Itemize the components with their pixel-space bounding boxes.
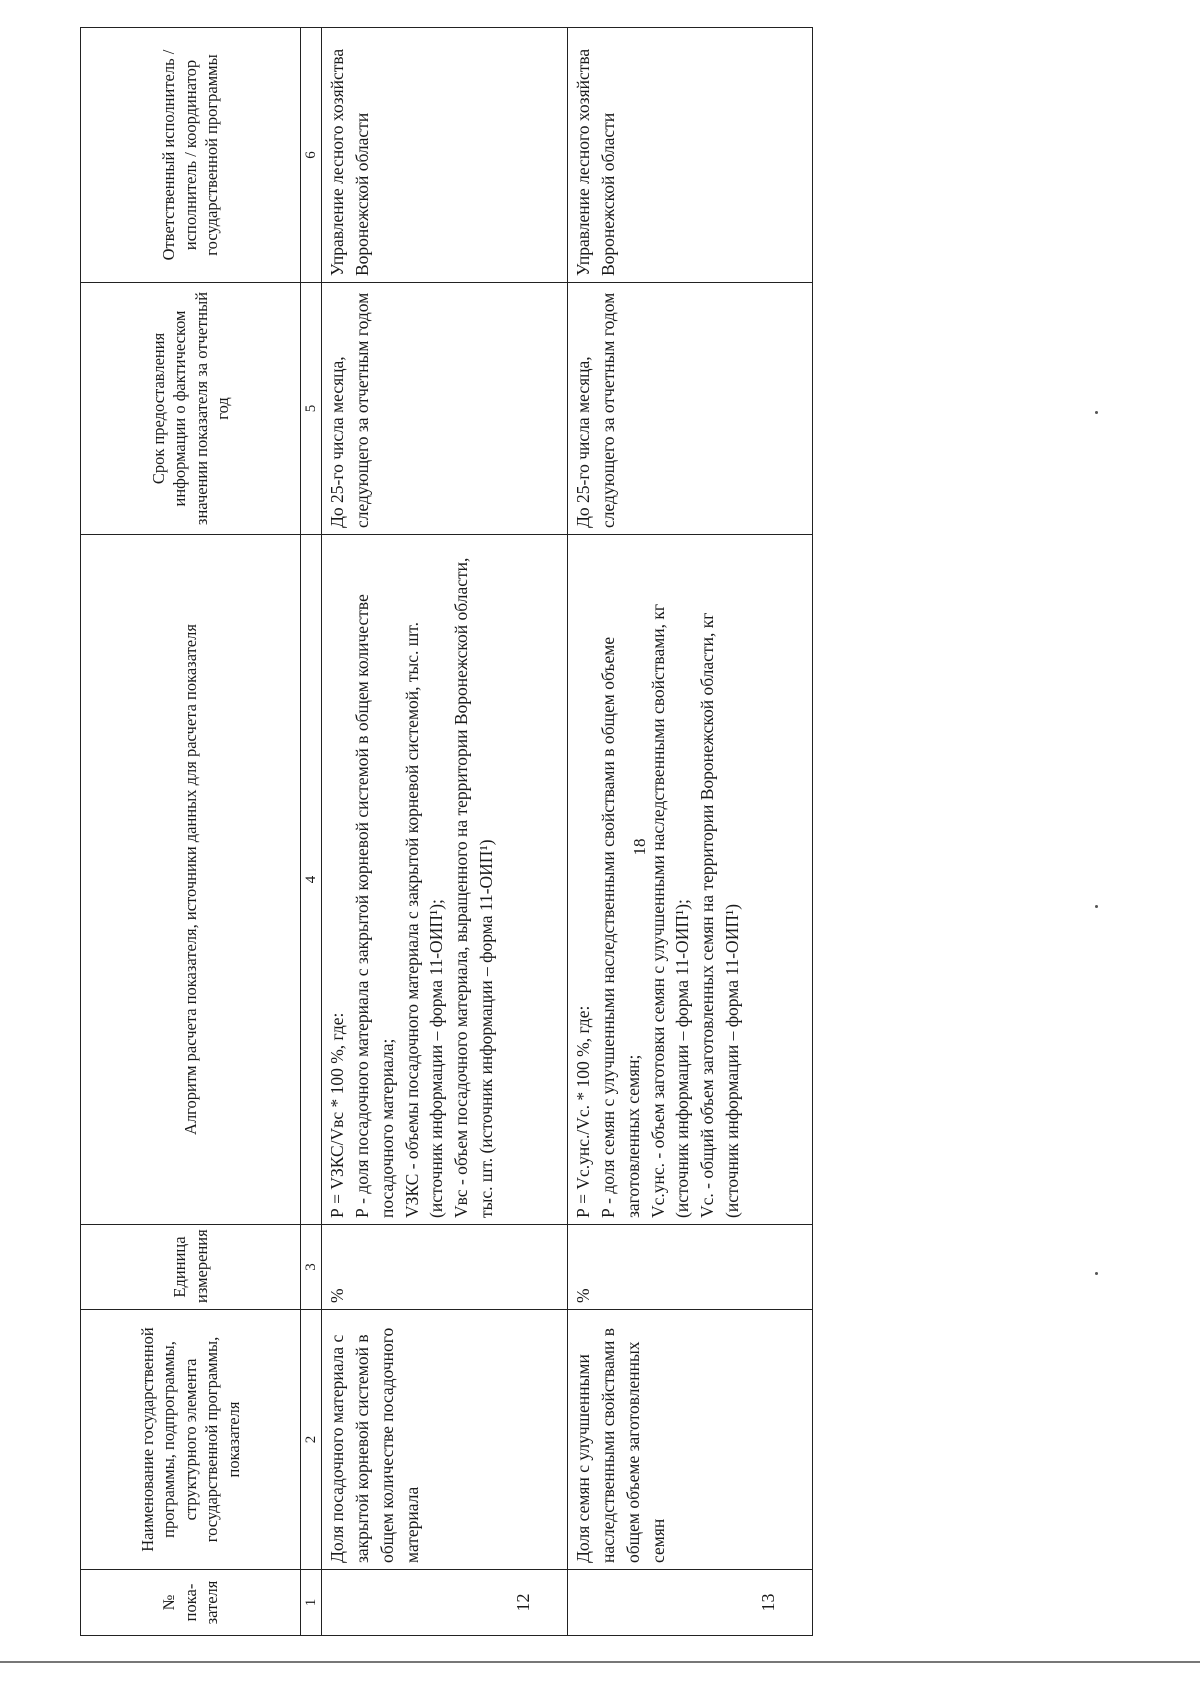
header-indicator-name: Наименование государственной программы, подпрограммы, структурного элемента государственной программы, показателя — [81, 1310, 301, 1570]
algorithm-line: VЗКС - объемы посадочного материала с закрытой корневой системой, тыс. шт. — [401, 622, 422, 1218]
indicator-responsible: Управление лесного хозяйства Воронежской области — [322, 28, 568, 283]
algorithm-line: (источник информации – форма 11-ОИП¹) — [722, 903, 743, 1218]
indicator-number: 13 — [568, 1570, 813, 1636]
indicator-algorithm — [568, 535, 813, 1225]
header-responsible: Ответственный исполнитель / исполнитель / координатор государственной программы — [81, 28, 301, 283]
indicator-unit: % — [568, 1225, 813, 1310]
header-deadline: Срок предоставления информации о фактическом значении показателя за отчетный год — [81, 283, 301, 535]
table-row — [568, 28, 813, 1636]
page-number: 18 — [630, 838, 649, 856]
bottom-rule — [0, 1661, 1200, 1663]
algorithm-line: Vс. - общий объем заготовленных семян на территории Воронежской области, кг — [697, 612, 718, 1218]
scan-speck — [1095, 1272, 1098, 1275]
scan-speck — [1095, 905, 1098, 908]
column-number: 1 — [301, 1570, 322, 1636]
indicator-deadline: До 25-го числа месяца, следующего за отчетным годом — [322, 283, 568, 535]
rotated-table-container — [80, 28, 813, 1636]
scan-speck — [1095, 411, 1098, 414]
header-row — [81, 28, 301, 1636]
indicators-table — [80, 27, 813, 1636]
table-row — [322, 28, 568, 1636]
algorithm-line: Р = VЗКС/Vвс * 100 %, где: — [327, 1012, 347, 1218]
indicator-unit: % — [322, 1225, 568, 1310]
indicator-name: Доля семян с улучшенными наследственными свойствами в общем объеме заготовленных семян — [568, 1310, 813, 1570]
algorithm-line: Р = Vс.унс./Vс. * 100 %, где: — [573, 1005, 593, 1218]
algorithm-line: Р - доля семян с улучшенными наследственными свойствами в общем объеме заготовленных семян; — [597, 636, 643, 1218]
indicator-deadline: До 25-го числа месяца, следующего за отчетным годом — [568, 283, 813, 535]
algorithm-line: Vвс - объем посадочного материала, выращенного на территории Воронежской области, тыс. шт. (источник информации – форма 11-ОИП¹) — [451, 557, 497, 1218]
column-number: 3 — [301, 1225, 322, 1310]
algorithm-line: (источник информации – форма 11-ОИП¹); — [672, 899, 693, 1218]
indicator-name: Доля посадочного материала с закрытой корневой системой в общем количестве посадочного материала — [322, 1310, 568, 1570]
column-number: 2 — [301, 1310, 322, 1570]
header-algorithm: Алгоритм расчета показателя, источники данных для расчета показателя — [81, 535, 301, 1225]
indicator-algorithm — [322, 535, 568, 1225]
column-number: 6 — [301, 28, 322, 283]
indicator-responsible: Управление лесного хозяйства Воронежской области — [568, 28, 813, 283]
header-indicator-number: № пока-зателя — [81, 1570, 301, 1636]
column-number: 5 — [301, 283, 322, 535]
indicator-number: 12 — [322, 1570, 568, 1636]
algorithm-line: (источник информации – форма 11-ОИП¹); — [426, 899, 447, 1218]
algorithm-line: Р - доля посадочного материала с закрытой корневой системой в общем количестве посадочного материала; — [351, 594, 397, 1218]
rotated-page — [80, 28, 813, 1636]
column-numbers-row — [301, 28, 322, 1636]
algorithm-line: Vс.унс. - объем заготовки семян с улучшенными наследственными свойствами, кг — [647, 603, 668, 1218]
column-number: 4 — [301, 535, 322, 1225]
header-unit: Единица измерения — [81, 1225, 301, 1310]
